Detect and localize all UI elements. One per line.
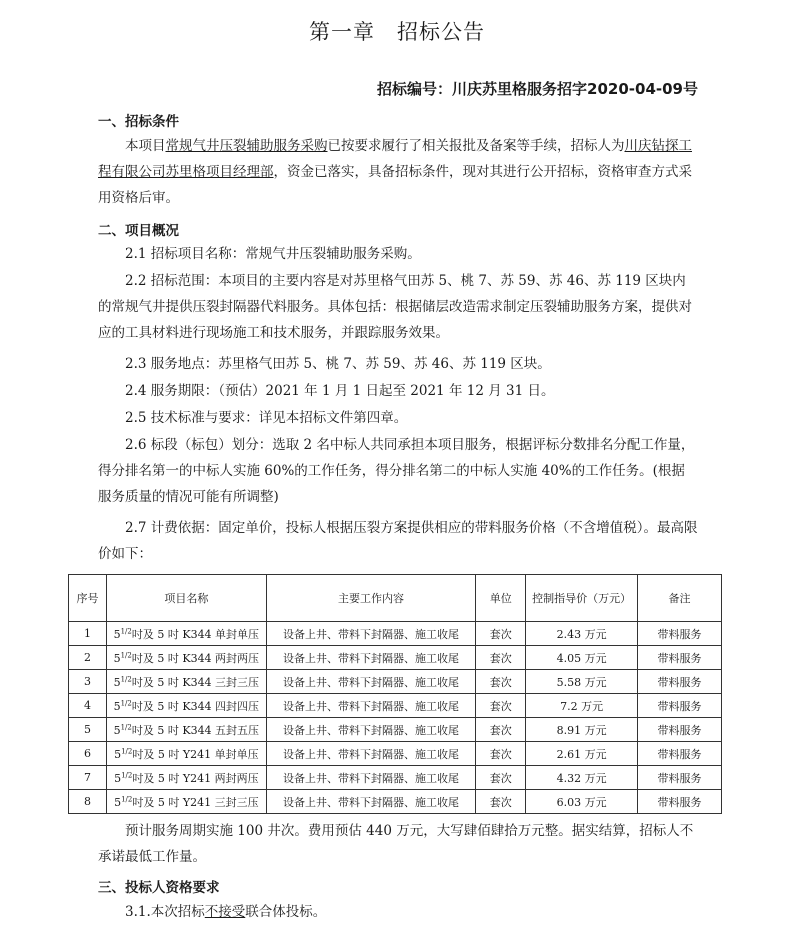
row-work: 设备上井、带料下封隔器、施工收尾 [266,742,476,766]
p1-text-b: 已按要求履行了相关报批及备案等手续，招标人为 [327,138,625,154]
row-unit: 套次 [476,646,526,670]
section1-paragraph [98,133,698,211]
row-note: 带料服务 [638,694,722,718]
size-fraction: 1/2 [120,722,132,731]
table-row [69,790,722,814]
section2-heading: 二、项目概况 [98,223,179,239]
project-name-underlined: 常规气井压裂辅助服务采购 [165,138,328,154]
p1-text-a: 本项目 [125,138,166,154]
table-header-row [69,575,722,622]
para-2-7: 2.7 计费依据：固定单价，投标人根据压裂方案提供相应的带料服务价格（不含增值税）。最高限价如下： [98,520,698,562]
row-price: 2.61 万元 [526,742,638,766]
row-unit: 套次 [476,766,526,790]
row-seq: 3 [69,670,107,694]
row-price: 7.2 万元 [526,694,638,718]
row-item-name [106,790,266,814]
item-name-text: 吋及 5 吋 K344 五封五压 [131,723,260,737]
row-item-name [106,718,266,742]
header-name: 项目名称 [106,575,266,622]
item-name-text: 吋及 5 吋 Y241 两封两压 [132,771,259,785]
para-2-5: 2.5 技术标准与要求：详见本招标文件第四章。 [125,410,408,426]
row-unit: 套次 [476,694,526,718]
size-fraction: 1/2 [120,674,132,683]
size-integer: 5 [113,627,121,641]
header-note: 备注 [638,575,722,622]
row-seq: 4 [69,694,107,718]
size-integer: 5 [114,771,122,785]
no-consortium-underlined: 不接受 [204,904,246,920]
row-item-name [106,742,266,766]
size-fraction: 1/2 [120,650,132,659]
table-row [69,622,722,646]
row-unit: 套次 [476,790,526,814]
header-work: 主要工作内容 [266,575,476,622]
row-item-name [106,646,266,670]
para-2-4: 2.4 服务期限：（预估）2021 年 1 月 1 日起至 2021 年 12 月 31 日。 [125,383,555,399]
para-2-2: 2.2 招标范围：本项目的主要内容是对苏里格气田苏 5、桃 7、苏 59、苏 46、苏 119 区块内的常规气井提供压裂封隔器代料服务。具体包括：根据储层改造需求制定压裂辅助服务方案，提供对应的工具材料进行现场施工和技术服务，并跟踪服务效果。 [98,273,692,341]
row-seq: 2 [69,646,107,670]
row-price: 5.58 万元 [526,670,638,694]
row-unit: 套次 [476,622,526,646]
row-work: 设备上井、带料下封隔器、施工收尾 [266,622,476,646]
size-fraction: 1/2 [121,746,133,755]
row-work: 设备上井、带料下封隔器、施工收尾 [266,718,476,742]
tenderer-name-underlined: 川庆钻探工程有限公司苏里格项目经理部 [98,138,692,180]
table-row [69,766,722,790]
row-seq: 6 [69,742,107,766]
item-name-text: 吋及 5 吋 Y241 单封单压 [132,747,259,761]
table-row [69,670,722,694]
price-table [68,574,722,814]
row-price: 8.91 万元 [526,718,638,742]
table-row [69,718,722,742]
row-seq: 5 [69,718,107,742]
para-2-1: 2.1 招标项目名称：常规气井压裂辅助服务采购。 [125,246,421,262]
size-integer: 5 [113,699,121,713]
row-work: 设备上井、带料下封隔器、施工收尾 [266,646,476,670]
row-unit: 套次 [476,742,526,766]
item-name-text: 吋及 5 吋 K344 单封单压 [131,627,260,641]
header-unit: 单位 [476,575,526,622]
item-name-text: 吋及 5 吋 K344 四封四压 [131,699,260,713]
size-integer: 5 [113,723,121,737]
row-item-name [106,694,266,718]
para-3-1 [98,899,698,925]
row-seq: 8 [69,790,107,814]
size-fraction: 1/2 [120,698,132,707]
after-table-paragraph: 预计服务周期实施 100 井次。费用预估 440 万元，大写肆佰肆拾万元整。据实结算，招标人不承诺最低工作量。 [98,823,694,865]
table-row [69,742,722,766]
row-seq: 7 [69,766,107,790]
size-fraction: 1/2 [121,770,133,779]
row-work: 设备上井、带料下封隔器、施工收尾 [266,790,476,814]
row-note: 带料服务 [638,646,722,670]
row-seq: 1 [69,622,107,646]
p3-text-b: 联合体投标。 [245,904,327,920]
row-unit: 套次 [476,670,526,694]
row-price: 4.32 万元 [526,766,638,790]
header-price: 控制指导价（万元） [526,575,638,622]
row-item-name [106,766,266,790]
row-note: 带料服务 [638,718,722,742]
item-name-text: 吋及 5 吋 K344 两封两压 [131,651,260,665]
section3-heading: 三、投标人资格要求 [98,880,220,896]
p3-text-a: 3.1.本次招标 [125,904,205,920]
row-note: 带料服务 [638,790,722,814]
item-name-text: 吋及 5 吋 K344 三封三压 [131,675,260,689]
row-work: 设备上井、带料下封隔器、施工收尾 [266,766,476,790]
row-note: 带料服务 [638,766,722,790]
size-integer: 5 [114,795,122,809]
row-work: 设备上井、带料下封隔器、施工收尾 [266,694,476,718]
para-2-3: 2.3 服务地点：苏里格气田苏 5、桃 7、苏 59、苏 46、苏 119 区块。 [125,356,551,372]
header-seq: 序号 [69,575,107,622]
section1-heading: 一、招标条件 [98,114,179,130]
row-note: 带料服务 [638,622,722,646]
row-item-name [106,622,266,646]
item-name-text: 吋及 5 吋 Y241 三封三压 [132,795,259,809]
size-integer: 5 [113,675,121,689]
row-note: 带料服务 [638,742,722,766]
row-price: 4.05 万元 [526,646,638,670]
chapter-title: 第一章 招标公告 [309,20,485,44]
row-price: 2.43 万元 [526,622,638,646]
row-price: 6.03 万元 [526,790,638,814]
table-row [69,694,722,718]
p1-text-c: ，资金已落实，具备招标条件，现对其进行公开招标，资格审查方式采用资格后审。 [98,164,692,206]
row-work: 设备上井、带料下封隔器、施工收尾 [266,670,476,694]
bid-number: 招标编号：川庆苏里格服务招字2020-04-09号 [377,80,698,98]
size-fraction: 1/2 [120,626,132,635]
table-row [69,646,722,670]
size-fraction: 1/2 [121,794,133,803]
para-2-6: 2.6 标段（标包）划分：选取 2 名中标人共同承担本项目服务，根据评标分数排名分配工作量，得分排名第一的中标人实施 60%的工作任务，得分排名第二的中标人实施 40%的工作任务。(根据服务质量的情况可能有所调整) [98,437,695,505]
row-note: 带料服务 [638,670,722,694]
size-integer: 5 [113,651,121,665]
row-unit: 套次 [476,718,526,742]
row-item-name [106,670,266,694]
size-integer: 5 [114,747,122,761]
